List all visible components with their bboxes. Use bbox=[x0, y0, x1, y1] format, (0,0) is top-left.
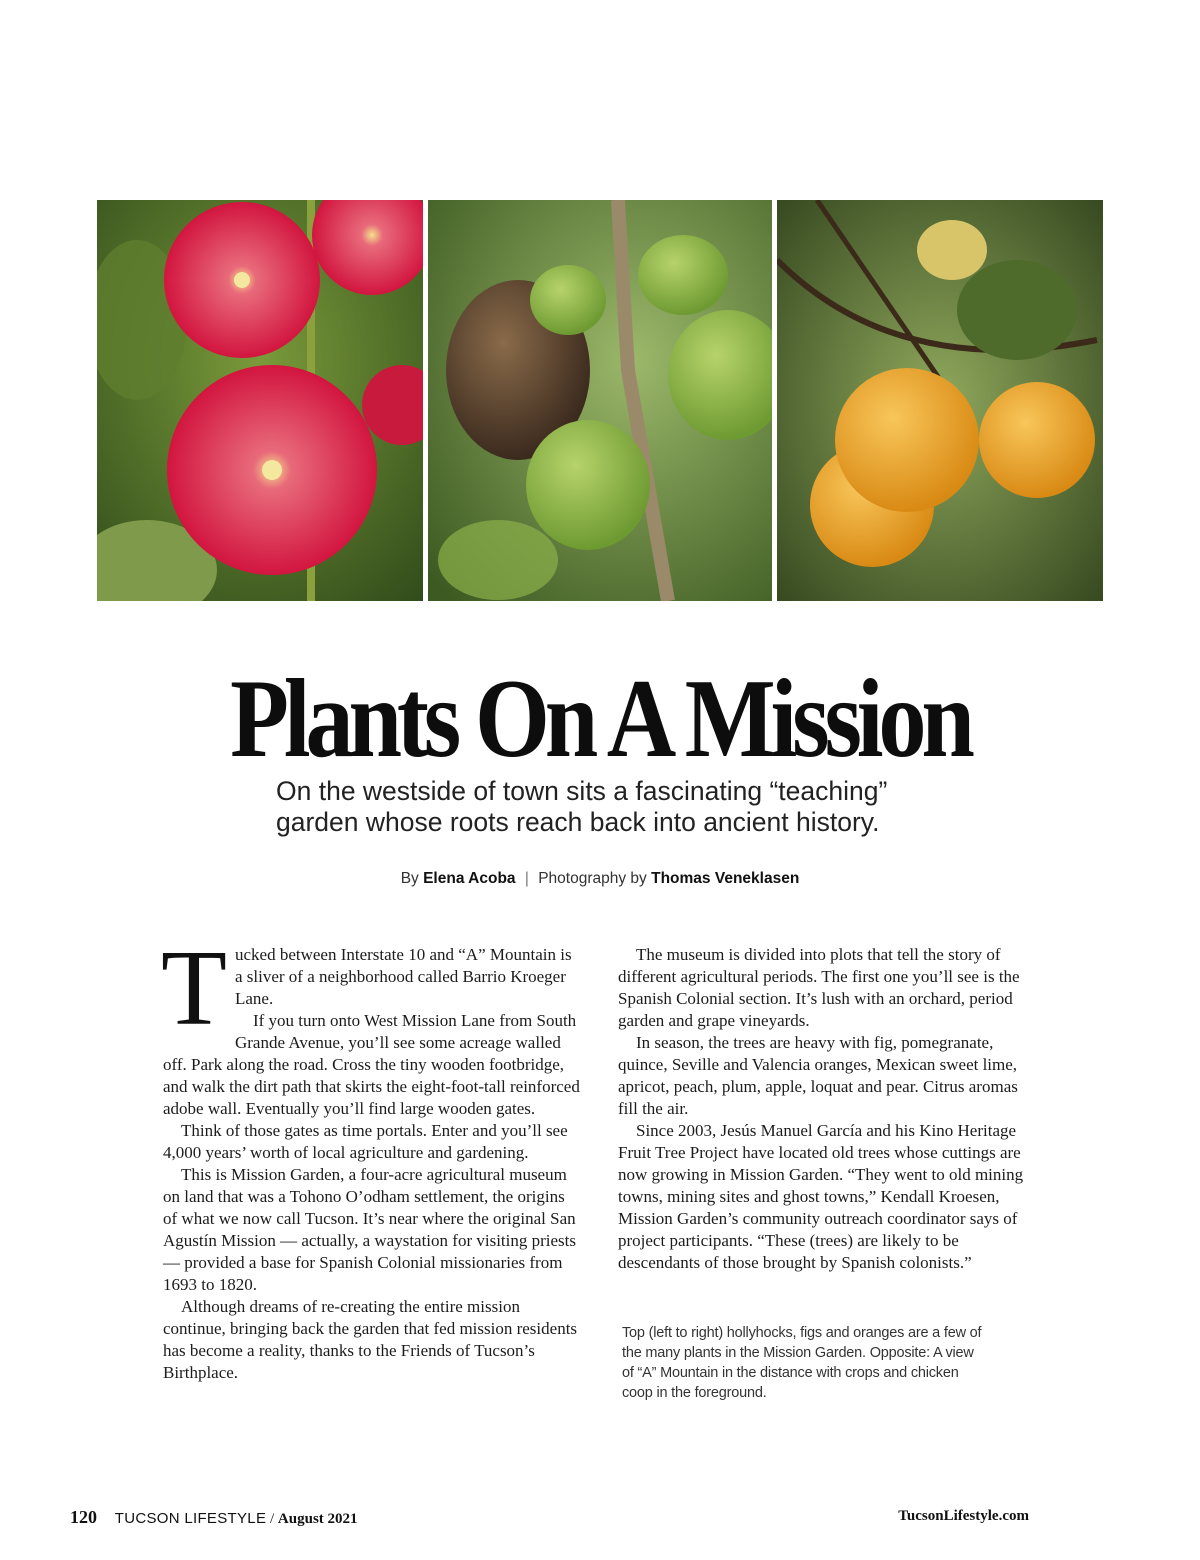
deck-line-1: On the westside of town sits a fascinating “teaching” bbox=[276, 776, 888, 806]
byline-by: By bbox=[400, 870, 419, 887]
body-paragraph: In season, the trees are heavy with fig, pomegranate, quince, Seville and Valencia oranges, Mexican sweet lime, apricot, peach, plum, apple, loquat and pear. Citrus aromas fill the air. bbox=[618, 1033, 1018, 1118]
body-paragraph: The museum is divided into plots that tell the story of different agricultural periods. The first one you’ll see is the Spanish Colonial section. It’s lush with an orchard, period garden and grape vineyards. bbox=[618, 945, 1020, 1030]
photo-strip bbox=[97, 200, 1103, 601]
body-paragraph: Since 2003, Jesús Manuel García and his Kino Heritage Fruit Tree Project have located old trees whose cuttings are now growing in Mission Garden. “They went to old mining towns, mining sites and ghost towns,” Kendall Kroesen, Mission Garden’s community outreach coordinator says of project participants. “These (trees) are likely to be descendants of those brought by Spanish colonists.” bbox=[618, 1121, 1024, 1272]
byline-photo-prefix: Photography by bbox=[538, 870, 647, 887]
article-title: Plants On A Mission bbox=[230, 657, 970, 781]
oranges-photo bbox=[777, 200, 1103, 601]
website-link[interactable]: TucsonLifestyle.com bbox=[898, 1508, 1029, 1524]
body-paragraph: Although dreams of re-creating the entire mission continue, bringing back the garden that fed mission residents has become a reality, thanks to the Friends of Tucson’s Birthplace. bbox=[163, 1297, 578, 1382]
article-deck bbox=[276, 776, 956, 838]
body-paragraph: Think of those gates as time portals. Enter and you’ll see 4,000 years’ worth of local agriculture and gardening. bbox=[163, 1121, 568, 1162]
body-paragraph: Tucked between Interstate 10 and “A” Mountain is a sliver of a neighborhood called Barrio Kroeger Lane. bbox=[161, 929, 572, 1048]
drop-cap: T bbox=[161, 929, 227, 1048]
byline-photographer: Thomas Veneklasen bbox=[651, 870, 800, 887]
body-column-2 bbox=[618, 944, 1038, 1274]
deck-line-2: garden whose roots reach back into ancient history. bbox=[276, 807, 880, 837]
issue-date: August 2021 bbox=[277, 1511, 358, 1527]
body-column-1 bbox=[161, 929, 583, 1384]
folio-slash: / bbox=[270, 1511, 275, 1527]
photo-caption: Top (left to right) hollyhocks, figs and oranges are a few of the many plants in the Mission Garden. Opposite: A view of “A” Mountain in the distance with crops and chicken coop in the foreground. bbox=[622, 1325, 982, 1401]
footer-folio bbox=[70, 1507, 358, 1528]
body-paragraph: This is Mission Garden, a four-acre agricultural museum on land that was a Tohono O’odham settlement, the origins of what we now call Tucson. It’s near where the original San Agustín Mission — actually, a waystation for visiting priests — provided a base for Spanish Colonial missionaries from 1693 to 1820. bbox=[163, 1165, 576, 1294]
byline-separator: | bbox=[524, 870, 529, 887]
body-paragraph: If you turn onto West Mission Lane from South Grande Avenue, you’ll see some acreage walled off. Park along the road. Cross the tiny wooden footbridge, and walk the dirt path that skirts the eight-foot-tall reinforced adobe wall. Eventually you’ll find large wooden gates. bbox=[163, 1011, 580, 1118]
byline bbox=[0, 870, 1200, 888]
byline-author: Elena Acoba bbox=[423, 870, 516, 887]
page-number: 120 bbox=[70, 1507, 97, 1527]
magazine-name: TUCSON LIFESTYLE bbox=[114, 1510, 267, 1527]
hollyhocks-photo bbox=[97, 200, 423, 601]
figs-photo bbox=[428, 200, 772, 601]
